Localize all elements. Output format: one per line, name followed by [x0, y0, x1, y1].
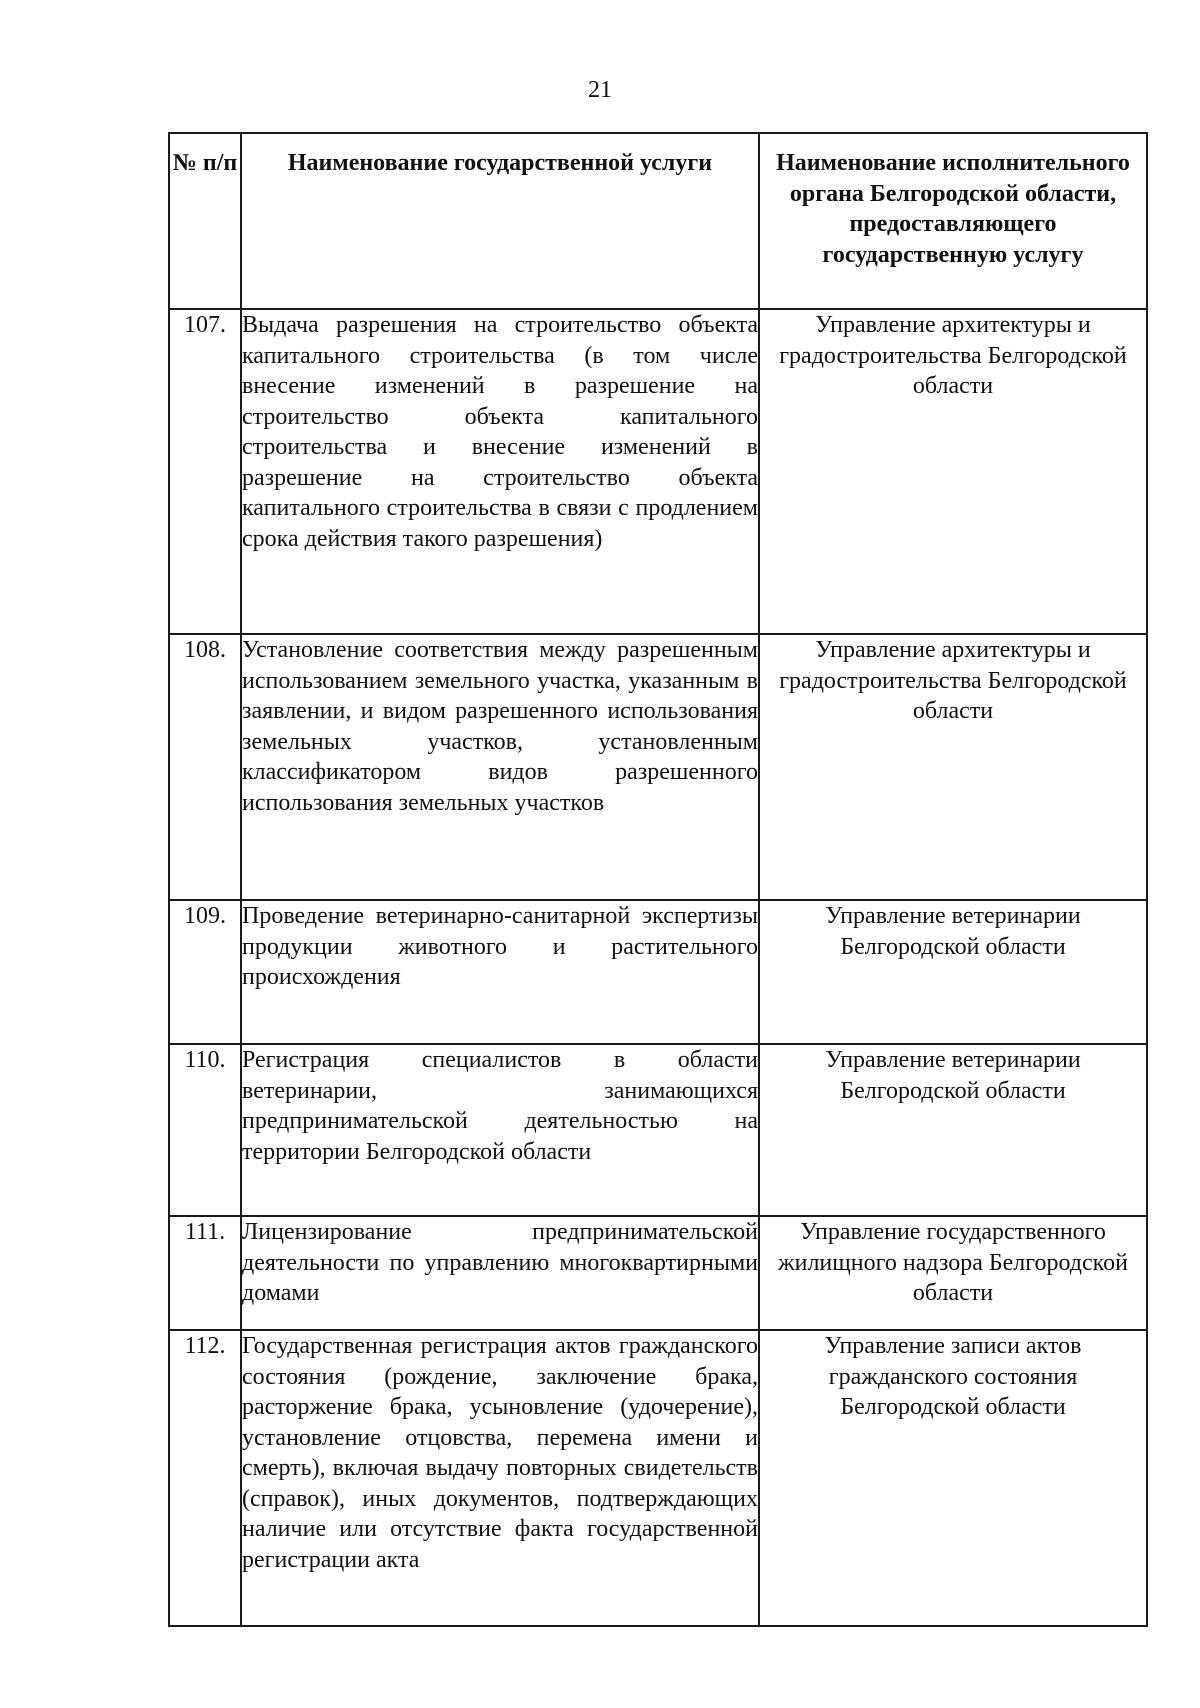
table-header-row	[169, 133, 1147, 309]
table-row	[169, 900, 1147, 1044]
service-name: Регистрация специалистов в области ветеринарии, занимающихся предпринимательской деятельностью на территории Белгородской области	[241, 1044, 759, 1216]
table-row	[169, 634, 1147, 900]
row-number: 110.	[169, 1044, 241, 1216]
row-number: 108.	[169, 634, 241, 900]
row-number: 107.	[169, 309, 241, 634]
row-number: 112.	[169, 1330, 241, 1626]
authority-name: Управление государственного жилищного надзора Белгородской области	[759, 1216, 1147, 1330]
header-number: № п/п	[169, 133, 241, 309]
authority-name: Управление записи актов гражданского состояния Белгородской области	[759, 1330, 1147, 1626]
row-number: 109.	[169, 900, 241, 1044]
authority-name: Управление архитектуры и градостроительства Белгородской области	[759, 634, 1147, 900]
service-name: Проведение ветеринарно-санитарной экспертизы продукции животного и растительного происхождения	[241, 900, 759, 1044]
service-name: Установление соответствия между разрешенным использованием земельного участка, указанным в заявлении, и видом разрешенного использования земельных участков, установленным классификатором видов разрешенного использования земельных участков	[241, 634, 759, 900]
service-name: Лицензирование предпринимательской деятельности по управлению многоквартирными домами	[241, 1216, 759, 1330]
authority-name: Управление ветеринарии Белгородской области	[759, 1044, 1147, 1216]
authority-name: Управление ветеринарии Белгородской области	[759, 900, 1147, 1044]
page-number: 21	[588, 77, 612, 103]
service-name: Выдача разрешения на строительство объекта капитального строительства (в том числе внесение изменений в разрешение на строительство объекта капитального строительства и внесение изменений в разрешение на строительство объекта капитального строительства в связи с продлением срока действия такого разрешения)	[241, 309, 759, 634]
header-service-name: Наименование государственной услуги	[241, 133, 759, 309]
authority-name: Управление архитектуры и градостроительства Белгородской области	[759, 309, 1147, 634]
header-authority: Наименование исполнительного органа Белгородской области, предоставляющего государственную услугу	[759, 133, 1147, 309]
row-number: 111.	[169, 1216, 241, 1330]
service-name: Государственная регистрация актов гражданского состояния (рождение, заключение брака, расторжение брака, усыновление (удочерение), установление отцовства, перемена имени и смерть), включая выдачу повторных свидетельств (справок), иных документов, подтверждающих наличие или отсутствие факта государственной регистрации акта	[241, 1330, 759, 1626]
table-row	[169, 309, 1147, 634]
table-row	[169, 1330, 1147, 1626]
table-row	[169, 1044, 1147, 1216]
services-table	[168, 132, 1148, 1627]
table-row	[169, 1216, 1147, 1330]
